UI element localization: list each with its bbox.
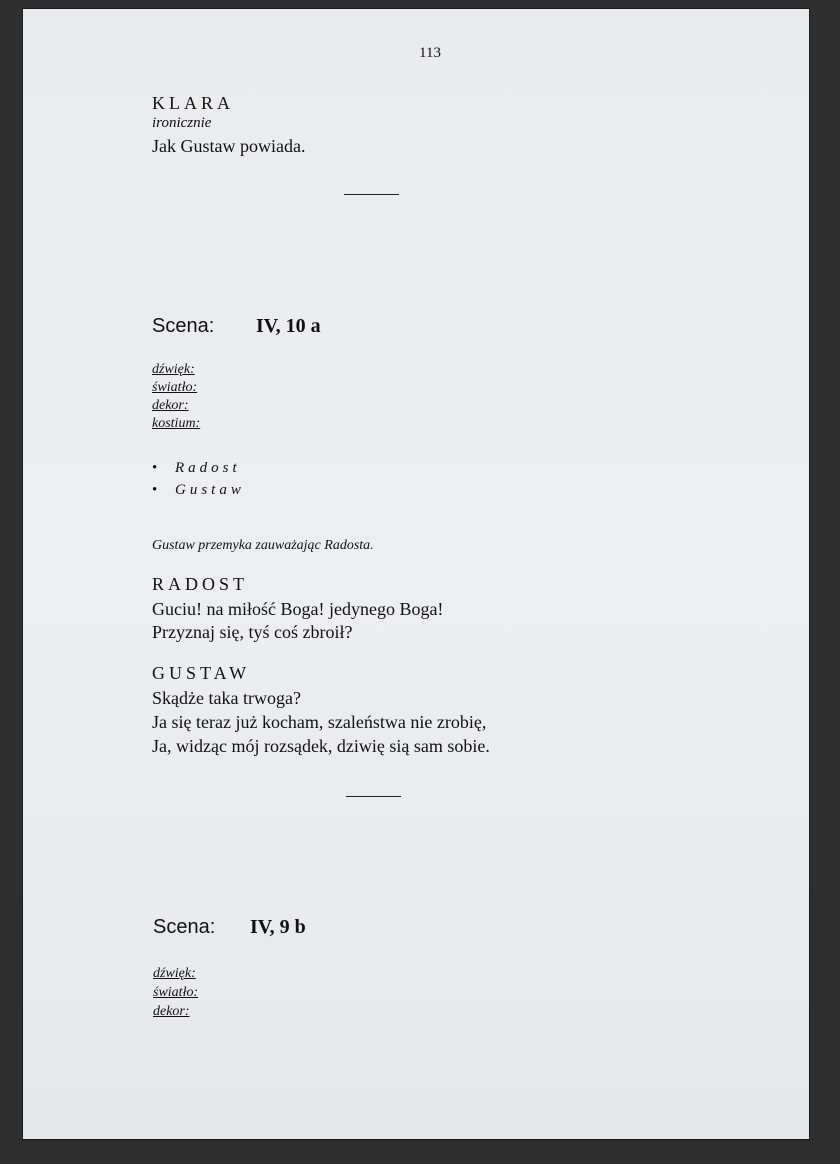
- dialogue-line: Przyznaj się, tyś coś zbroił?: [152, 622, 353, 642]
- section-divider: [344, 194, 399, 195]
- cast-name: Radost: [175, 460, 241, 476]
- dialogue-line: Ja się teraz już kocham, szaleństwa nie zrobię,: [152, 712, 487, 732]
- cast-name: Gustaw: [175, 482, 245, 498]
- dialogue-line: Guciu! na miłość Boga! jedynego Boga!: [152, 599, 444, 619]
- dialogue-line: Skądże taka trwoga?: [152, 688, 301, 708]
- document-page: [22, 8, 810, 1140]
- stage-direction: Gustaw przemyka zauważając Radosta.: [152, 538, 374, 553]
- meta-field-sound: dźwięk:: [152, 362, 195, 377]
- scene-label: Scena:: [152, 315, 215, 337]
- meta-field-light: światło:: [153, 985, 199, 1000]
- meta-field-light: światło:: [152, 380, 198, 395]
- scene-number: IV, 9 b: [250, 916, 306, 938]
- bullet-icon: •: [152, 482, 158, 498]
- bullet-icon: •: [152, 460, 158, 476]
- meta-field-decor: dekor:: [152, 398, 189, 413]
- page-number: 113: [419, 45, 441, 61]
- cast-list-item: [152, 479, 245, 501]
- cast-list-item: [152, 457, 241, 479]
- speaker-name: KLARA: [152, 93, 234, 113]
- dialogue-line: Ja, widząc mój rozsądek, dziwię sią sam sobie.: [152, 736, 490, 756]
- scene-number: IV, 10 a: [256, 315, 321, 337]
- section-divider: [346, 796, 401, 797]
- meta-field-sound: dźwięk:: [153, 966, 196, 981]
- dialogue-line: Jak Gustaw powiada.: [152, 136, 306, 156]
- meta-field-costume: kostium:: [152, 416, 201, 431]
- stage-direction: ironicznie: [152, 115, 212, 131]
- speaker-name: GUSTAW: [152, 663, 251, 683]
- meta-field-decor: dekor:: [153, 1004, 190, 1019]
- speaker-name: RADOST: [152, 574, 249, 594]
- scene-label: Scena:: [153, 916, 216, 938]
